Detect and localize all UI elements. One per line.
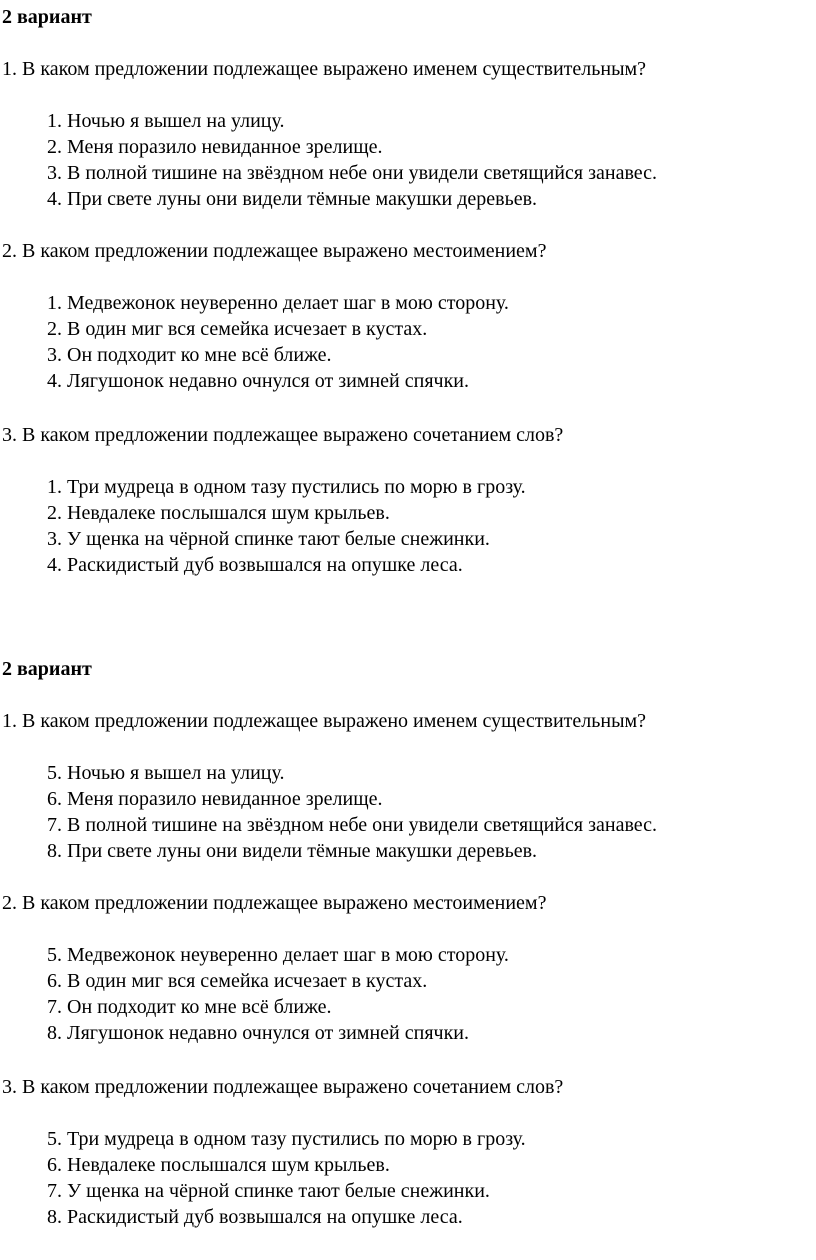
item-text: Три мудреца в одном тазу пустились по морю в грозу. <box>67 1128 526 1150</box>
answer-item <box>30 1205 463 1229</box>
answer-item <box>30 343 332 367</box>
item-number: 5. <box>47 944 62 966</box>
answer-item <box>30 291 509 315</box>
answer-item <box>30 1179 490 1203</box>
item-text: Ночью я вышел на улицу. <box>67 762 285 784</box>
answer-item <box>30 369 469 393</box>
item-text: Лягушонок недавно очнулся от зимней спячки. <box>67 370 470 392</box>
answer-item <box>30 553 463 577</box>
item-number: 1. <box>47 476 62 498</box>
item-number: 2. <box>47 502 62 524</box>
item-number: 8. <box>47 1206 62 1228</box>
answer-item <box>30 995 332 1019</box>
variant-heading: 2 вариант <box>2 6 92 28</box>
item-text: В один миг вся семейка исчезает в кустах. <box>67 318 428 340</box>
item-number: 8. <box>47 1022 62 1044</box>
answer-item <box>30 943 509 967</box>
answer-item <box>30 1127 526 1151</box>
question-1: 1. В каком предложении подлежащее выражено именем существительным? <box>2 710 647 732</box>
answer-item <box>30 839 537 863</box>
item-number: 7. <box>47 1180 62 1202</box>
item-text: В полной тишине на звёздном небе они увидели светящийся занавес. <box>67 814 658 836</box>
question-3: 3. В каком предложении подлежащее выражено сочетанием слов? <box>2 424 564 446</box>
answer-item <box>30 761 284 785</box>
item-text: Лягушонок недавно очнулся от зимней спячки. <box>67 1022 470 1044</box>
item-text: Три мудреца в одном тазу пустились по морю в грозу. <box>67 476 526 498</box>
item-text: Медвежонок неуверенно делает шаг в мою сторону. <box>67 944 509 966</box>
item-number: 1. <box>47 110 62 132</box>
item-number: 3. <box>47 162 62 184</box>
answer-item <box>30 109 284 133</box>
question-3: 3. В каком предложении подлежащее выражено сочетанием слов? <box>2 1076 564 1098</box>
item-text: Раскидистый дуб возвышался на опушке леса. <box>67 1206 463 1228</box>
answer-item <box>30 1021 469 1045</box>
item-number: 8. <box>47 840 62 862</box>
item-number: 3. <box>47 528 62 550</box>
answer-item <box>30 1153 390 1177</box>
item-text: Невдалеке послышался шум крыльев. <box>67 502 390 524</box>
item-text: У щенка на чёрной спинке тают белые снежинки. <box>67 528 490 550</box>
item-text: При свете луны они видели тёмные макушки деревьев. <box>67 188 538 210</box>
item-text: Он подходит ко мне всё ближе. <box>67 996 332 1018</box>
item-number: 6. <box>47 970 62 992</box>
item-text: Невдалеке послышался шум крыльев. <box>67 1154 390 1176</box>
item-text: Раскидистый дуб возвышался на опушке леса. <box>67 554 463 576</box>
item-number: 7. <box>47 996 62 1018</box>
item-number: 1. <box>47 292 62 314</box>
item-number: 2. <box>47 136 62 158</box>
answer-item <box>30 813 657 837</box>
answer-item <box>30 135 383 159</box>
item-text: В один миг вся семейка исчезает в кустах. <box>67 970 428 992</box>
item-text: Ночью я вышел на улицу. <box>67 110 285 132</box>
item-number: 6. <box>47 788 62 810</box>
answer-item <box>30 527 490 551</box>
item-text: В полной тишине на звёздном небе они увидели светящийся занавес. <box>67 162 658 184</box>
question-1: 1. В каком предложении подлежащее выражено именем существительным? <box>2 58 647 80</box>
answer-item <box>30 787 383 811</box>
item-number: 5. <box>47 762 62 784</box>
item-number: 4. <box>47 554 62 576</box>
answer-item <box>30 161 657 185</box>
item-number: 2. <box>47 318 62 340</box>
item-number: 4. <box>47 370 62 392</box>
item-number: 3. <box>47 344 62 366</box>
item-text: Меня поразило невиданное зрелище. <box>67 788 383 810</box>
item-text: Он подходит ко мне всё ближе. <box>67 344 332 366</box>
item-text: У щенка на чёрной спинке тают белые снежинки. <box>67 1180 490 1202</box>
item-number: 4. <box>47 188 62 210</box>
item-number: 5. <box>47 1128 62 1150</box>
answer-item <box>30 475 526 499</box>
variant-heading: 2 вариант <box>2 658 92 680</box>
answer-item <box>30 969 427 993</box>
question-2: 2. В каком предложении подлежащее выражено местоимением? <box>2 240 547 262</box>
item-text: Медвежонок неуверенно делает шаг в мою сторону. <box>67 292 509 314</box>
item-number: 6. <box>47 1154 62 1176</box>
answer-item <box>30 501 390 525</box>
item-text: При свете луны они видели тёмные макушки деревьев. <box>67 840 538 862</box>
answer-item <box>30 187 537 211</box>
item-text: Меня поразило невиданное зрелище. <box>67 136 383 158</box>
question-2: 2. В каком предложении подлежащее выражено местоимением? <box>2 892 547 914</box>
item-number: 7. <box>47 814 62 836</box>
answer-item <box>30 317 427 341</box>
